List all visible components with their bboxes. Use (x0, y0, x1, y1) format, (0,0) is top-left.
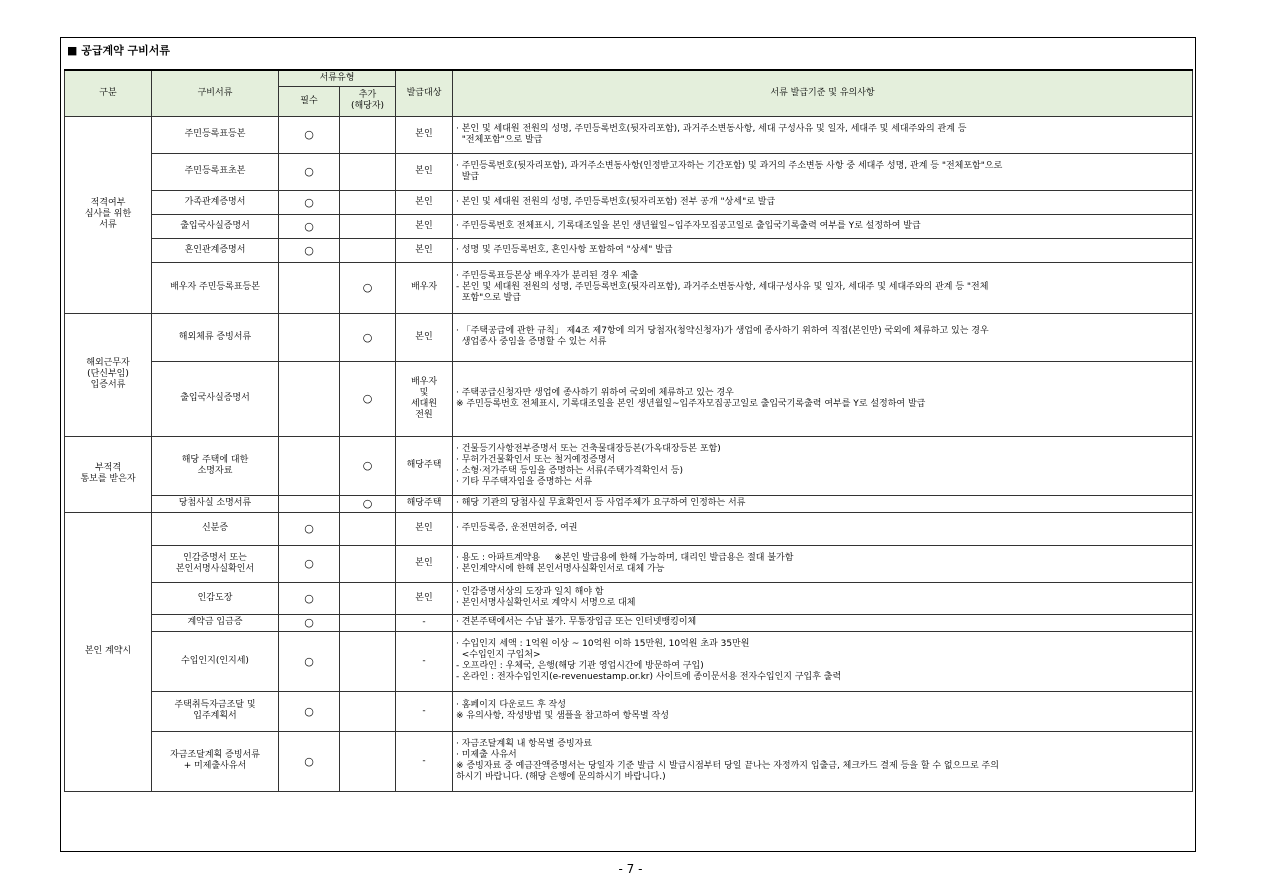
document-name-cell: 해당 주택에 대한 소명자료 (152, 436, 279, 495)
issue-target-cell: - (396, 614, 453, 631)
table-body (65, 116, 1193, 791)
note-line: · 성명 및 주민등록번호, 혼인사항 포함하여 "상세" 발급 (456, 244, 673, 255)
note-line: · 본인 및 세대원 전원의 성명, 주민등록번호(뒷자리포함) 전부 공개 "상세"로 발급 (456, 196, 776, 207)
table-row (65, 614, 1193, 631)
document-name-cell: 해외체류 증빙서류 (152, 313, 279, 361)
note-line: · 견본주택에서는 수납 불가. 무통장입금 또는 인터넷뱅킹이체 (456, 617, 697, 627)
note-line: · 수입인지 세액 : 1억원 이상 ~ 10억원 이하 15만원, 10억원 초과 35만원 (456, 639, 750, 649)
notes-cell (453, 153, 1193, 190)
notes-cell (453, 495, 1193, 512)
additional-mark-cell (340, 582, 396, 614)
header-issue-target: 발급대상 (396, 70, 453, 116)
note-line: 포함"으로 발급 (456, 293, 521, 303)
required-mark-cell: ○ (279, 238, 340, 262)
required-documents-table (64, 69, 1193, 792)
additional-mark-cell (340, 631, 396, 691)
required-mark-cell: ○ (279, 631, 340, 691)
issue-target-cell: 본인 (396, 153, 453, 190)
additional-mark-cell: ○ (340, 313, 396, 361)
note-line: · 인감증명서상의 도장과 일치 해야 함 (456, 587, 604, 597)
table-row (65, 731, 1193, 791)
notes-cell (453, 116, 1193, 153)
issue-target-cell: 해당주택 (396, 495, 453, 512)
note-line: · 본인계약시에 한해 본인서명사실확인서로 대체 가능 (456, 563, 665, 574)
required-mark-cell (279, 436, 340, 495)
additional-mark-cell (340, 190, 396, 214)
note-line: · 해당 기관의 당첨사실 무효확인서 등 사업주체가 요구하여 인정하는 서류 (456, 498, 746, 508)
required-mark-cell: ○ (279, 731, 340, 791)
additional-mark-cell (340, 545, 396, 582)
required-mark-cell (279, 313, 340, 361)
note-line: · 주택공급신청자만 생업에 종사하기 위하여 국외에 체류하고 있는 경우 (456, 387, 734, 398)
table-row (65, 262, 1193, 313)
note-line: 발급 (456, 171, 480, 182)
issue-target-cell: - (396, 631, 453, 691)
required-mark-cell (279, 262, 340, 313)
table-row (65, 190, 1193, 214)
required-mark-cell: ○ (279, 614, 340, 631)
document-name-cell: 가족관계증명서 (152, 190, 279, 214)
required-mark-cell: ○ (279, 691, 340, 731)
notes-cell (453, 631, 1193, 691)
category-cell: 본인 계약시 (65, 512, 152, 791)
required-mark-cell: ○ (279, 153, 340, 190)
notes-cell (453, 436, 1193, 495)
additional-mark-cell (340, 691, 396, 731)
table-row (65, 631, 1193, 691)
additional-mark-cell (340, 153, 396, 190)
note-line: · 무허가건물확인서 또는 철거예정증명서 (456, 454, 616, 465)
required-mark-cell (279, 361, 340, 436)
category-cell: 해외근무자 (단신부임) 입증서류 (65, 313, 152, 436)
document-name-cell: 수입인지(인지세) (152, 631, 279, 691)
issue-target-cell: 본인 (396, 190, 453, 214)
notes-cell (453, 691, 1193, 731)
required-mark-cell: ○ (279, 190, 340, 214)
note-line: · 홈페이지 다운로드 후 작성 (456, 700, 566, 710)
document-name-cell: 주택취득자금조달 및 입주계획서 (152, 691, 279, 731)
additional-mark-cell (340, 731, 396, 791)
document-name-cell: 혼인관계증명서 (152, 238, 279, 262)
required-mark-cell: ○ (279, 545, 340, 582)
additional-mark-cell: ○ (340, 262, 396, 313)
note-line: · 미제출 사유서 (456, 750, 517, 760)
document-name-cell: 출입국사실증명서 (152, 214, 279, 238)
notes-cell (453, 313, 1193, 361)
header-category: 구분 (65, 70, 152, 116)
additional-mark-cell (340, 614, 396, 631)
header-notes: 서류 발급기준 및 유의사항 (453, 70, 1193, 116)
document-name-cell: 인감도장 (152, 582, 279, 614)
note-line: - 본인 및 세대원 전원의 성명, 주민등록번호(뒷자리포함), 과거주소변동사항, 세대구성사유 및 일자, 세대주 및 세대주와의 관계 등 "전체 (456, 282, 989, 292)
note-line: 하시기 바랍니다. (해당 은행에 문의하시기 바랍니다.) (456, 772, 666, 782)
issue-target-cell: 본인 (396, 545, 453, 582)
table-row (65, 512, 1193, 545)
issue-target-cell: 본인 (396, 313, 453, 361)
notes-cell (453, 512, 1193, 545)
document-frame (60, 37, 1196, 852)
notes-cell (453, 262, 1193, 313)
additional-mark-cell (340, 116, 396, 153)
notes-cell (453, 614, 1193, 631)
additional-mark-cell: ○ (340, 495, 396, 512)
table-row (65, 153, 1193, 190)
notes-cell (453, 545, 1193, 582)
note-line: - 온라인 : 전자수입인지(e-revenuestamp.or.kr) 사이트에 종이문서용 전자수입인지 구입후 출력 (456, 672, 842, 682)
table-row (65, 436, 1193, 495)
note-line: · 소형·저가주택 등임을 증명하는 서류(주택가격확인서 등) (456, 465, 684, 476)
notes-cell (453, 731, 1193, 791)
additional-mark-cell (340, 238, 396, 262)
note-line: · 자금조달계획 내 항목별 증빙자료 (456, 739, 593, 749)
document-name-cell: 신분증 (152, 512, 279, 545)
notes-cell (453, 214, 1193, 238)
document-name-cell: 자금조달계획 증빙서류 + 미제출사유서 (152, 731, 279, 791)
issue-target-cell: - (396, 731, 453, 791)
note-line: · 주민등록표등본상 배우자가 분리된 경우 제출 (456, 271, 639, 281)
document-name-cell: 주민등록표초본 (152, 153, 279, 190)
issue-target-cell: 본인 (396, 116, 453, 153)
required-mark-cell (279, 495, 340, 512)
table-row (65, 582, 1193, 614)
table-row (65, 313, 1193, 361)
table-row (65, 214, 1193, 238)
required-mark-cell: ○ (279, 582, 340, 614)
note-line: ※ 주민등록번호 전체표시, 기록대조일을 본인 생년월일~입주자모집공고일로 출입국기록출력 여부를 Y로 설정하여 발급 (456, 398, 926, 409)
header-document: 구비서류 (152, 70, 279, 116)
note-line: · 주민등록증, 운전면허증, 여권 (456, 523, 578, 533)
document-name-cell: 출입국사실증명서 (152, 361, 279, 436)
category-cell: 부적격 통보를 받은자 (65, 436, 152, 512)
note-line: · 기타 무주택자임을 증명하는 서류 (456, 476, 593, 487)
note-line: ※ 증빙자료 중 예금잔액증명서는 당일자 기준 발급 시 발급시점부터 당일 끝나는 자정까지 입출금, 체크카드 결제 등을 할 수 없으므로 주의 (456, 761, 999, 771)
additional-mark-cell (340, 512, 396, 545)
issue-target-cell: - (396, 691, 453, 731)
note-line: · 용도 : 아파트계약용 ※본인 발급용에 한해 가능하며, 대리인 발급용은 절대 불가함 (456, 552, 794, 563)
note-line: · 본인서명사실확인서로 계약시 서명으로 대체 (456, 598, 636, 608)
note-line: · 본인 및 세대원 전원의 성명, 주민등록번호(뒷자리포함), 과거주소변동사항, 세대 구성사유 및 일자, 세대주 및 세대주와의 관계 등 (456, 123, 967, 134)
document-name-cell: 계약금 입금증 (152, 614, 279, 631)
required-mark-cell: ○ (279, 116, 340, 153)
required-mark-cell: ○ (279, 214, 340, 238)
document-name-cell: 배우자 주민등록표등본 (152, 262, 279, 313)
notes-cell (453, 582, 1193, 614)
notes-cell (453, 190, 1193, 214)
note-line: "전체포함"으로 발급 (456, 134, 543, 145)
table-header (65, 70, 1193, 116)
table-row (65, 116, 1193, 153)
note-line: · 주민등록번호 전체표시, 기록대조일을 본인 생년월일~입주자모집공고일로 출입국기록출력 여부를 Y로 설정하여 발급 (456, 220, 921, 231)
issue-target-cell: 본인 (396, 214, 453, 238)
issue-target-cell: 배우자 및 세대원 전원 (396, 361, 453, 436)
section-title: ■ 공급계약 구비서류 (67, 44, 171, 57)
page-number: - 7 - (618, 862, 643, 876)
table-row (65, 691, 1193, 731)
document-name-cell: 인감증명서 또는 본인서명사실확인서 (152, 545, 279, 582)
header-required: 필수 (279, 86, 340, 116)
notes-cell (453, 361, 1193, 436)
document-name-cell: 당첨사실 소명서류 (152, 495, 279, 512)
additional-mark-cell: ○ (340, 361, 396, 436)
note-line: 생업종사 중임을 증명할 수 있는 서류 (456, 337, 607, 347)
issue-target-cell: 배우자 (396, 262, 453, 313)
issue-target-cell: 본인 (396, 512, 453, 545)
table-row (65, 238, 1193, 262)
issue-target-cell: 본인 (396, 582, 453, 614)
table-row (65, 495, 1193, 512)
note-line: · 「주택공급에 관한 규칙」 제4조 제7항에 의거 당첨자(청약신청자)가 생업에 종사하기 위하여 직접(본인만) 국외에 체류하고 있는 경우 (456, 326, 989, 336)
additional-mark-cell: ○ (340, 436, 396, 495)
note-line: · 주민등록번호(뒷자리포함), 과거주소변동사항(인정받고자하는 기간포함) 및 과거의 주소변동 사항 중 세대주 성명, 관계 등 "전체포함"으로 (456, 160, 1003, 171)
note-line: - 오프라인 : 우체국, 은행(해당 기관 영업시간에 방문하여 구입) (456, 661, 704, 671)
note-line: · 건물등기사항전부증명서 또는 건축물대장등본(가옥대장등본 포함) (456, 443, 721, 454)
document-name-cell: 주민등록표등본 (152, 116, 279, 153)
additional-mark-cell (340, 214, 396, 238)
issue-target-cell: 본인 (396, 238, 453, 262)
category-cell: 적격여부 심사를 위한 서류 (65, 116, 152, 313)
note-line: <수입인지 구입처> (456, 650, 541, 660)
note-line: ※ 유의사항, 작성방법 및 샘플을 참고하여 항목별 작성 (456, 711, 670, 721)
issue-target-cell: 해당주택 (396, 436, 453, 495)
header-additional: 추가 (해당자) (340, 86, 396, 116)
table-row (65, 545, 1193, 582)
required-mark-cell: ○ (279, 512, 340, 545)
table-row (65, 361, 1193, 436)
notes-cell (453, 238, 1193, 262)
header-doc-type: 서류유형 (279, 70, 396, 86)
